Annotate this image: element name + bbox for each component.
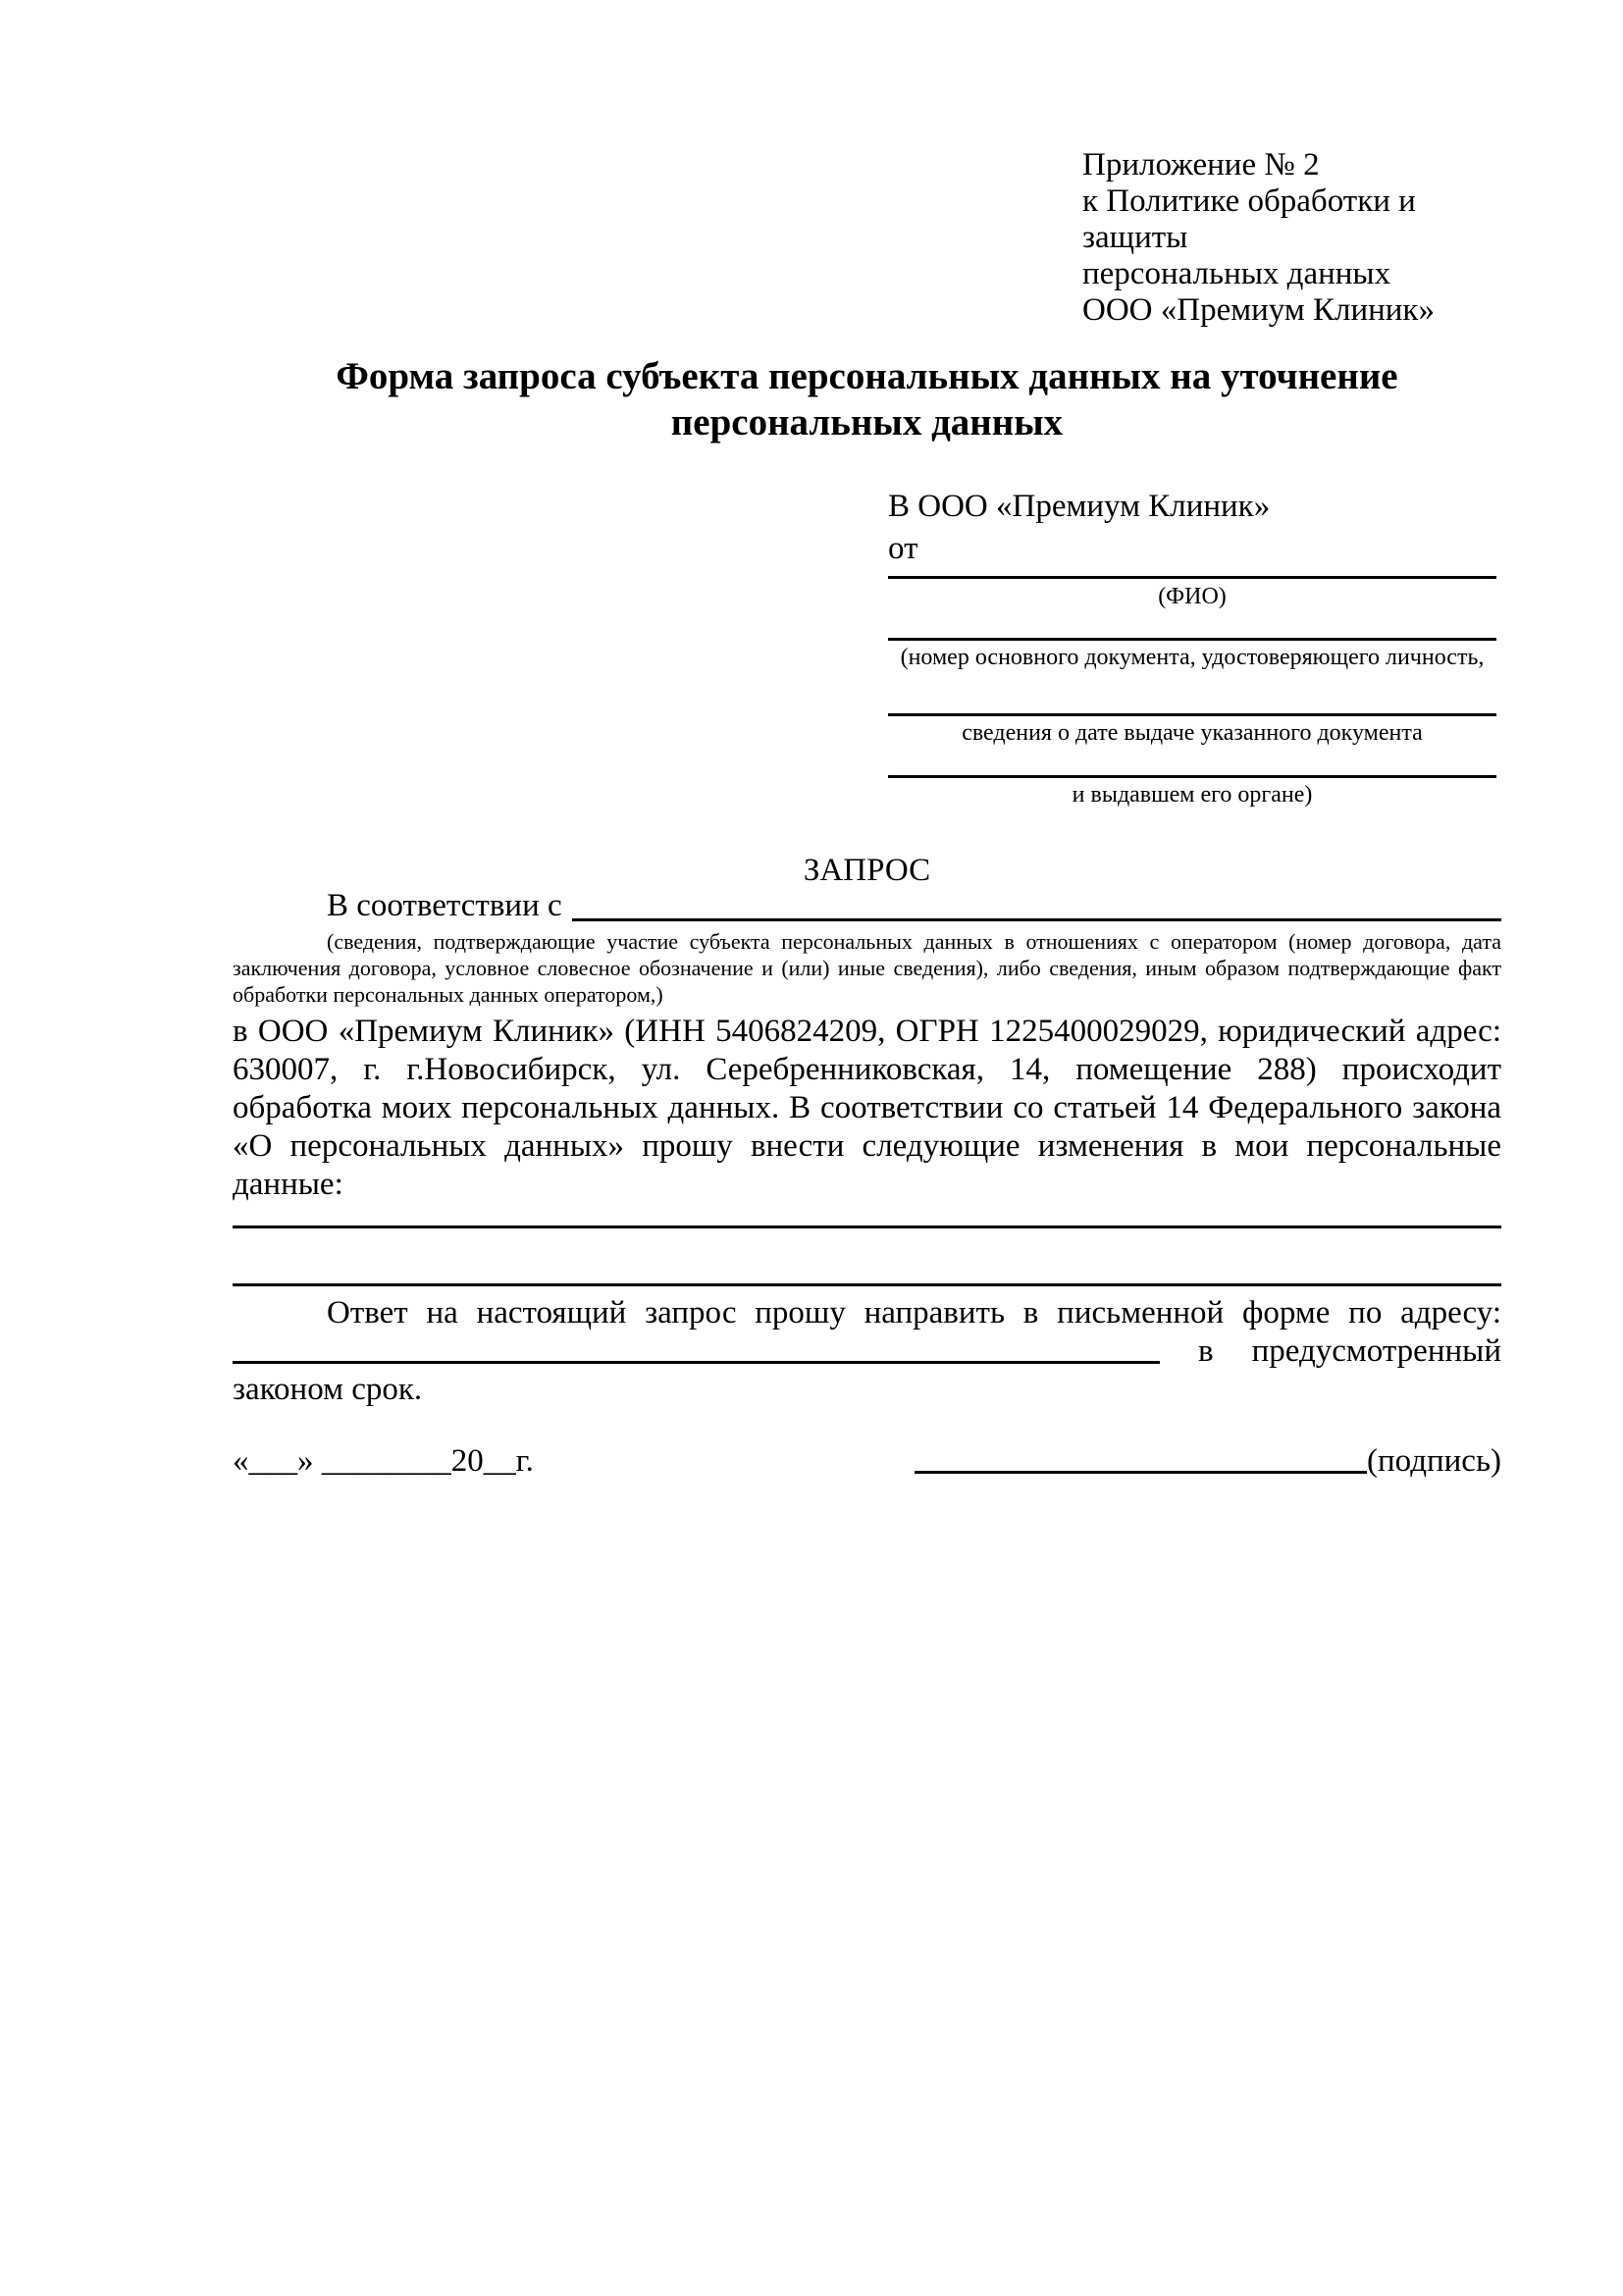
signature-caption: (подпись): [1367, 1443, 1501, 1479]
addressee-to: В ООО «Премиум Клиник»: [888, 489, 1271, 524]
appendix-header-line: к Политике обработки и защиты: [1082, 183, 1416, 255]
accordance-note: (сведения, подтверждающие участие субъекта персональных данных в отношениях с оператором (номер договора, дата заключения договора, условное словесное обозначение и (или) иные сведения), либо сведения, иным образом подтверждающие факт обработки персональных данных оператором,): [233, 929, 1501, 1007]
body-paragraph: в ООО «Премиум Клиник» (ИНН 5406824209, ОГРН 1225400029029, юридический адрес: 630007, г. г.Новосибирск, ул. Серебренниковская, 14, помещение 288) происходит обработка моих персональных данных. В соответствии со статьей 14 Федерального закона «О персональных данных» прошу внести следующие изменения в мои персональные данные:: [233, 1014, 1501, 1202]
signature-field-line[interactable]: [915, 1471, 1367, 1474]
accordance-prefix: В соответствии с: [327, 888, 562, 923]
appendix-header-line: персональных данных: [1082, 256, 1391, 291]
fio-caption: (ФИО): [1158, 584, 1227, 609]
changes-field-line-2[interactable]: [233, 1257, 1501, 1286]
changes-field-line-1[interactable]: [233, 1199, 1501, 1228]
reply-address-field-line[interactable]: [233, 1361, 1160, 1364]
accordance-row: [233, 887, 1501, 925]
issue-date-caption: сведения о дате выдаче указанного документа: [962, 720, 1423, 746]
issuing-authority-field-line[interactable]: [888, 749, 1496, 778]
appendix-header-line: Приложение № 2: [1082, 147, 1320, 183]
reply-address-row: [233, 1332, 1501, 1371]
issuing-authority-caption: и выдавшем его органе): [1072, 782, 1313, 808]
reply-address-sentence: Ответ на настоящий запрос прошу направить в письменной форме по адресу:: [327, 1295, 1501, 1331]
addressee-from-label: от: [888, 531, 918, 566]
reply-closing: законом срок.: [233, 1372, 423, 1407]
date-placeholder[interactable]: «___» ________20__г.: [233, 1443, 534, 1479]
appendix-header-line: ООО «Премиум Клиник»: [1082, 292, 1435, 328]
reply-word-v: в: [1198, 1333, 1214, 1369]
appendix-header-block: [1082, 147, 1514, 329]
reply-word-predusmotrenny: предусмотренный: [1251, 1333, 1501, 1369]
request-heading: ЗАПРОС: [803, 853, 931, 888]
accordance-field-line[interactable]: [572, 887, 1501, 921]
document-number-caption: (номер основного документа, удостоверяющего личность,: [900, 645, 1485, 670]
page-title: Форма запроса субъекта персональных данных на уточнение персональных данных: [336, 355, 1398, 444]
signature-row: [915, 1442, 1501, 1481]
fio-field-line[interactable]: [888, 549, 1496, 579]
document-number-field-line[interactable]: [888, 611, 1496, 641]
issue-date-field-line[interactable]: [888, 687, 1496, 716]
